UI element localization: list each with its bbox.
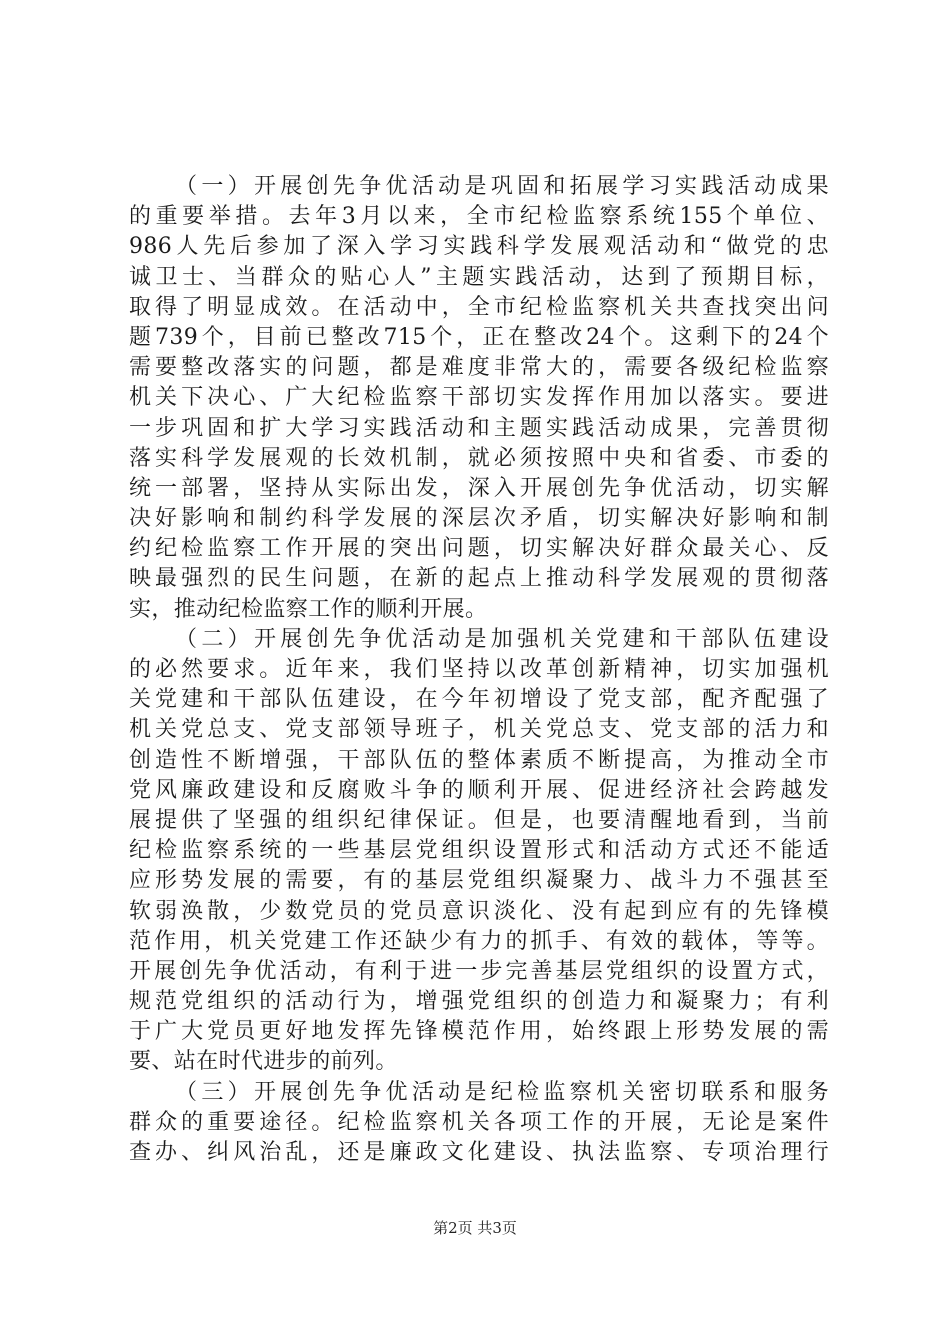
text-line: 诚卫士、当群众的贴心人”主题实践活动，达到了预期目标， [129, 264, 829, 290]
text-line: 党风廉政建设和反腐败斗争的顺利开展、促进经济社会跨越发 [129, 777, 829, 803]
text-line: （一）开展创先争优活动是巩固和拓展学习实践活动成果 [175, 174, 829, 199]
text-line: 范作用，机关党建工作还缺少有力的抓手、有效的载体，等等。 [129, 928, 829, 954]
text-line: 约纪检监察工作开展的突出问题，切实解决好群众最关心、反 [129, 536, 829, 562]
text-line: 机关下决心、广大纪检监察干部切实发挥作用加以落实。要进 [129, 385, 829, 411]
text-line: 取得了明显成效。在活动中，全市纪检监察机关共查找突出问 [129, 294, 829, 320]
text-line: 映最强烈的民生问题，在新的起点上推动科学发展观的贯彻落 [129, 566, 829, 592]
text-line: 一步巩固和扩大学习实践活动和主题实践活动成果，完善贯彻 [129, 415, 829, 441]
text-line: 纪检监察系统的一些基层党组织设置形式和活动方式还不能适 [129, 838, 829, 864]
text-line: 机关党总支、党支部领导班子，机关党总支、党支部的活力和 [129, 717, 829, 743]
text-line: （二）开展创先争优活动是加强机关党建和干部队伍建设 [175, 626, 829, 652]
text-line: 的必然要求。近年来，我们坚持以改革创新精神，切实加强机 [129, 657, 829, 682]
text-line: （三）开展创先争优活动是纪检监察机关密切联系和服务 [175, 1079, 829, 1105]
text-line: 题739个，目前已整改715个，正在整改24个。这剩下的24个 [129, 324, 829, 350]
text-line: 要、站在时代进步的前列。 [129, 1049, 398, 1075]
text-line: 统一部署，坚持从实际出发，深入开展创先争优活动，切实解 [129, 475, 829, 501]
text-line: 落实科学发展观的长效机制，就必须按照中央和省委、市委的 [129, 445, 829, 471]
text-line: 群众的重要途径。纪检监察机关各项工作的开展，无论是案件 [129, 1109, 829, 1135]
document-body [129, 172, 829, 1168]
text-line: 于广大党员更好地发挥先锋模范作用，始终跟上形势发展的需 [129, 1019, 829, 1045]
text-line: 软弱涣散，少数党员的党员意识淡化、没有起到应有的先锋模 [129, 898, 829, 924]
text-line: 的重要举措。去年3月以来，全市纪检监察系统155个单位、 [129, 204, 829, 230]
text-line: 决好影响和制约科学发展的深层次矛盾，切实解决好影响和制 [129, 506, 829, 532]
text-line: 应形势发展的需要，有的基层党组织凝聚力、战斗力不强甚至 [129, 868, 829, 894]
text-line: 986人先后参加了深入学习实践科学发展观活动和“做党的忠 [129, 234, 829, 260]
text-line: 实，推动纪检监察工作的顺利开展。 [129, 596, 488, 622]
text-line: 查办、纠风治乱，还是廉政文化建设、执法监察、专项治理行 [129, 1140, 829, 1165]
text-line: 展提供了坚强的组织纪律保证。但是，也要清醒地看到，当前 [129, 807, 829, 833]
text-line: 创造性不断增强，干部队伍的整体素质不断提高，为推动全市 [129, 747, 829, 773]
text-line: 关党建和干部队伍建设，在今年初增设了党支部，配齐配强了 [129, 687, 829, 713]
page-footer: 第2页 共3页 [433, 1219, 517, 1237]
text-line: 规范党组织的活动行为，增强党组织的创造力和凝聚力；有利 [129, 989, 829, 1015]
text-line: 需要整改落实的问题，都是难度非常大的，需要各级纪检监察 [129, 355, 829, 381]
text-line: 开展创先争优活动，有利于进一步完善基层党组织的设置方式， [129, 958, 829, 984]
